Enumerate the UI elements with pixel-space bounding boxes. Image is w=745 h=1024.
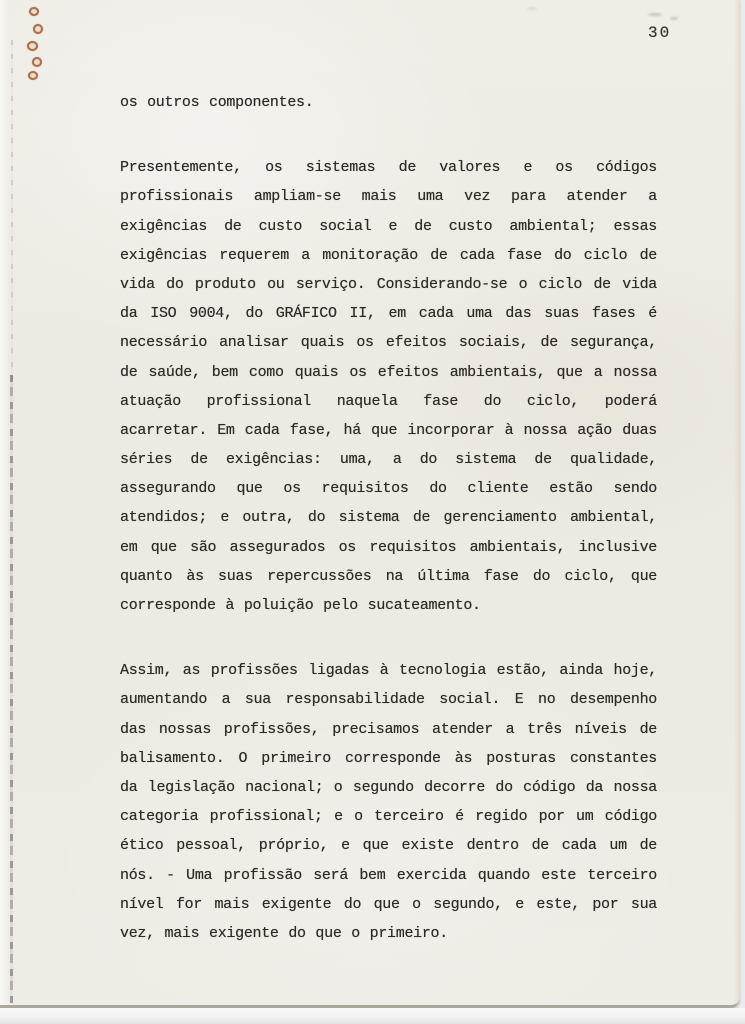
text-line: nível for mais exigente do que o segundo, e este, por sua	[120, 895, 657, 913]
scan-scratch-artifact-upper	[11, 40, 13, 380]
text-line: Assim, as profissões ligadas à tecnologia estão, ainda hoje,	[120, 662, 657, 680]
text-line: profissionais ampliam-se mais uma vez para atender a	[120, 188, 657, 206]
text-line: da ISO 9004, do GRÁFICO II, em cada uma das suas fases é	[120, 305, 657, 323]
binding-hole-mark	[28, 71, 38, 80]
text-line: de saúde, bem como quais os efeitos ambientais, que a nossa	[120, 363, 657, 381]
text-line: balisamento. O primeiro corresponde às posturas constantes	[120, 749, 657, 767]
text-line: atuação profissional naquela fase do ciclo, poderá	[120, 392, 657, 410]
text-line: atendidos; e outra, do sistema de gerenciamento ambiental,	[120, 509, 657, 527]
text-line: séries de exigências: uma, a do sistema de qualidade,	[120, 451, 657, 469]
binding-hole-mark	[29, 7, 39, 16]
text-block	[120, 88, 657, 948]
smudge-mark	[670, 17, 678, 20]
binding-hole-mark	[27, 41, 38, 51]
text-line: quanto às suas repercussões na última fase do ciclo, que	[120, 567, 657, 585]
page-edge-left	[0, 0, 8, 1005]
page-number: 30	[648, 24, 672, 42]
paragraph-assim	[120, 656, 657, 948]
smudge-mark	[527, 7, 537, 10]
text-line: ético pessoal, próprio, e que existe dentro de cada um de	[120, 837, 657, 855]
text-line: Presentemente, os sistemas de valores e os códigos	[120, 159, 657, 177]
text-line: necessário analisar quais os efeitos sociais, de segurança,	[120, 334, 657, 352]
text-line: exigências requerem a monitoração de cada fase do ciclo de	[120, 246, 657, 264]
text-line: das nossas profissões, precisamos atender a três níveis de	[120, 720, 657, 738]
paragraph-presentemente	[120, 153, 657, 620]
binding-hole-mark	[33, 24, 43, 34]
smudge-mark	[648, 13, 662, 16]
text-line: vez, mais exigente do que o primeiro.	[120, 924, 448, 942]
text-line: exigências de custo social e de custo ambiental; essas	[120, 217, 657, 235]
text-line: assegurando que os requisitos do cliente estão sendo	[120, 480, 657, 498]
page-edge-right	[734, 0, 740, 1005]
text-line: corresponde à poluição pelo sucateamento.	[120, 597, 481, 614]
text-line: os outros componentes.	[120, 94, 314, 111]
text-line: da legislação nacional; o segundo decorre do código da nossa	[120, 778, 657, 796]
text-line: vida do produto ou serviço. Considerando-se o ciclo de vida	[120, 275, 657, 293]
paragraph-intro-fragment	[120, 88, 657, 117]
scan-scratch-artifact-lower	[10, 375, 13, 1003]
text-line: acarretar. Em cada fase, há que incorporar à nossa ação duas	[120, 421, 657, 439]
text-line: em que são assegurados os requisitos ambientais, inclusive	[120, 538, 657, 556]
text-line: aumentando a sua responsabilidade social. E no desempenho	[120, 691, 657, 709]
binding-hole-mark	[32, 57, 42, 67]
text-line: nós. - Uma profissão será bem exercida quando este terceiro	[120, 866, 657, 884]
scanner-bottom-strip	[0, 1008, 745, 1024]
text-line: categoria profissional; e o terceiro é regido por um código	[120, 808, 657, 826]
